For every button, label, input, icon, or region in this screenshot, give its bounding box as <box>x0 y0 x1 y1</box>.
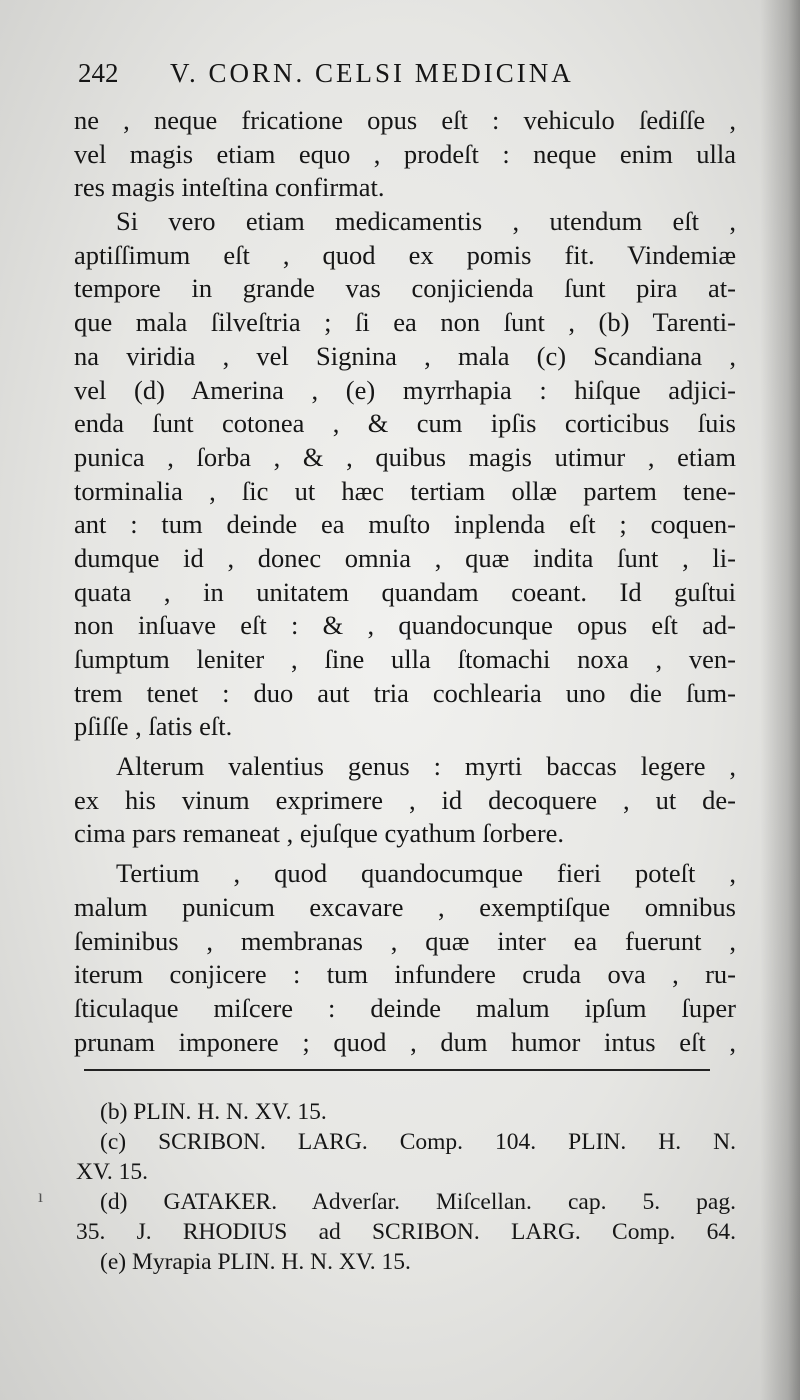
margin-mark: ı <box>38 1186 44 1206</box>
text-line: na viridia , vel Signina , mala (c) Scandiana , <box>74 340 736 371</box>
text-line: trem tenet : duo aut tria cochlearia uno die ſum- <box>74 677 736 708</box>
text-line: ne , neque fricatione opus eſt : vehiculo ſediſſe , <box>74 105 736 135</box>
text-line: punica , ſorba , & , quibus magis utimur , etiam <box>74 441 736 472</box>
text-line: Si vero etiam medicamentis , utendum eſt , <box>116 206 736 237</box>
text-line: enda ſunt cotonea , & cum ipſis corticibus ſuis <box>74 408 736 439</box>
text-line: ſticulaque miſcere : deinde malum ipſum ſuper <box>74 992 736 1023</box>
text-line: que mala ſilveſtria ; ſi ea non ſunt , (b) Tarenti- <box>74 307 736 338</box>
page-number: 242 <box>78 58 119 88</box>
footnote-line: (c) SCRIBON. LARG. Comp. 104. PLIN. H. N. <box>100 1129 736 1155</box>
footnote-separator <box>84 1069 710 1071</box>
text-line: vel (d) Amerina , (e) myrrhapia : hiſque adjici- <box>74 374 736 405</box>
text-line: vel magis etiam equo , prodeſt : neque enim ulla <box>74 138 736 169</box>
text-line: malum punicum excavare , exemptiſque omnibus <box>74 891 736 922</box>
text-line: ant : tum deinde ea muſto inplenda eſt ; coquen- <box>74 509 736 540</box>
text-line: ſumptum leniter , ſine ulla ſtomachi noxa , ven- <box>74 644 736 674</box>
main-text <box>74 104 736 1059</box>
footnote-line: (e) Myrapia PLIN. H. N. XV. 15. <box>100 1249 411 1275</box>
text-line: quata , in unitatem quandam coeant. Id guſtui <box>74 576 736 607</box>
text-line: ſeminibus , membranas , quæ inter ea fuerunt , <box>74 925 736 956</box>
text-line: dumque id , donec omnia , quæ indita ſunt , li- <box>74 542 736 573</box>
text-line: prunam imponere ; quod , dum humor intus eſt , <box>74 1026 736 1057</box>
text-line: res magis inteſtina confirmat. <box>74 172 385 203</box>
text-line: Tertium , quod quandocumque fieri poteſt , <box>116 858 736 889</box>
text-line: aptiſſimum eſt , quod ex pomis fit. Vindemiæ <box>74 239 736 270</box>
text-line: pſiſſe , ſatis eſt. <box>74 711 233 742</box>
footnotes <box>76 1097 736 1277</box>
text-line: iterum conjicere : tum infundere cruda ova , ru- <box>74 959 736 990</box>
running-title: V. CORN. CELSI MEDICINA <box>170 58 574 88</box>
text-line: non inſuave eſt : & , quandocunque opus eſt ad- <box>74 610 736 641</box>
page-edge-shadow <box>760 0 800 1400</box>
text-line: tempore in grande vas conjicienda ſunt pira at- <box>74 273 736 304</box>
footnote-line: XV. 15. <box>76 1159 149 1185</box>
text-line: cima pars remaneat , ejuſque cyathum ſorbere. <box>74 818 565 849</box>
text-line: Alterum valentius genus : myrti baccas legere , <box>116 751 736 782</box>
text-line: ex his vinum exprimere , id decoquere , ut de- <box>74 784 736 815</box>
footnote-line: 35. J. RHODIUS ad SCRIBON. LARG. Comp. 64. <box>76 1219 736 1245</box>
text-line: torminalia , ſic ut hæc tertiam ollæ partem tene- <box>74 475 736 506</box>
footnote-line: (b) PLIN. H. N. XV. 15. <box>100 1099 327 1125</box>
footnote-line: (d) GATAKER. Adverſar. Miſcellan. cap. 5. pag. <box>100 1189 736 1215</box>
running-header <box>78 58 678 98</box>
